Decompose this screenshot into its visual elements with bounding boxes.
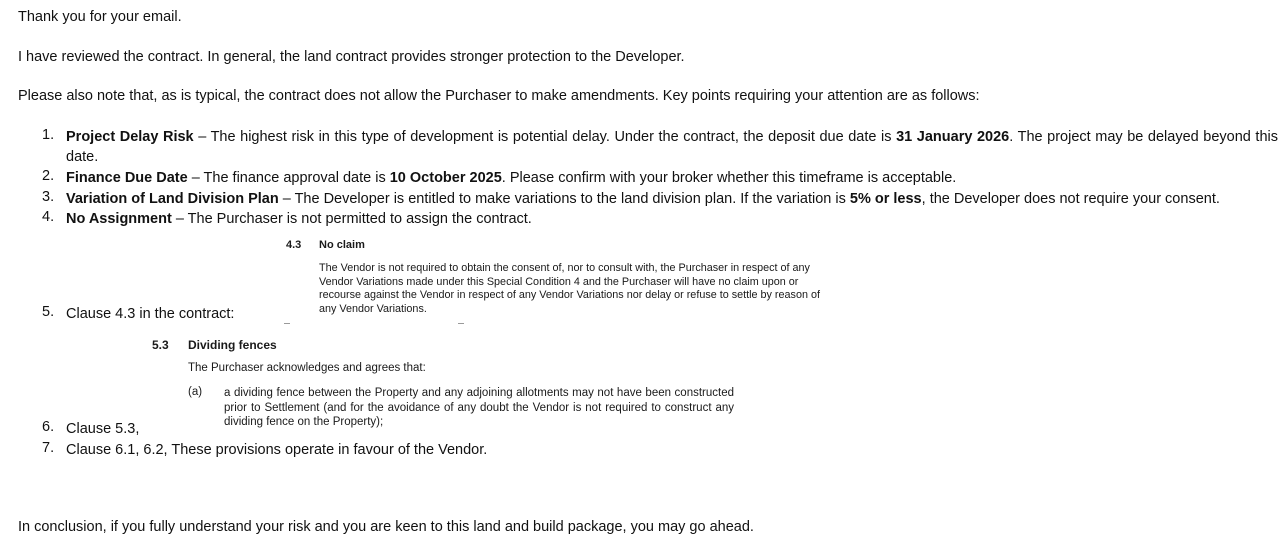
item-date: 10 October 2025	[389, 170, 502, 186]
list-number: 2.	[42, 168, 55, 184]
list-number: 1.	[42, 127, 55, 143]
greeting: Thank you for your email.	[18, 9, 182, 25]
clause-5-3-excerpt	[152, 336, 752, 431]
clause-number: 5.3	[152, 338, 169, 352]
item-title: Finance Due Date	[66, 170, 188, 186]
list-item-content	[66, 209, 1278, 229]
list-item-content: Clause 5.3,	[66, 421, 140, 437]
item-title: Project Delay Risk	[66, 129, 194, 145]
list-number: 3.	[42, 189, 55, 205]
clause-lead: The Purchaser acknowledges and agrees that:	[188, 362, 426, 374]
item-title: Variation of Land Division Plan	[66, 191, 279, 207]
clause-number: 4.3	[286, 239, 302, 251]
conclusion-paragraph: In conclusion, if you fully understand your risk and you are keen to this land and build package, you may go ahead.	[18, 519, 754, 535]
clause-title: No claim	[319, 239, 365, 251]
clause-title: Dividing fences	[188, 338, 277, 352]
list-item-content: Clause 4.3 in the contract:	[66, 306, 235, 322]
list-number: 5.	[42, 304, 55, 320]
list-item-content: Clause 6.1, 6.2, These provisions operate in favour of the Vendor.	[66, 442, 488, 458]
item-text: – The highest risk in this type of development is potential delay. Under the contract, the deposit due date is	[193, 129, 897, 145]
item-text: – The Purchaser is not permitted to assign the contract.	[171, 211, 532, 227]
clause-sub-label: (a)	[188, 386, 203, 398]
note-paragraph: Please also note that, as is typical, the contract does not allow the Purchaser to make amendments. Key points requiring your attention are as follows:	[18, 88, 980, 104]
list-number: 6.	[42, 419, 55, 435]
list-number: 7.	[42, 440, 55, 456]
clause-sub-text: a dividing fence between the Property and any adjoining allotments may not have been constructed prior to Settlement (and for the avoidance of any doubt the Vendor is not required to construct any dividing fence on the Property);	[224, 387, 734, 428]
item-text-end: . Please confirm with your broker whether this timeframe is acceptable.	[501, 170, 957, 186]
item-date: 31 January 2026	[896, 129, 1010, 145]
item-text-end: , the Developer does not require your consent.	[921, 191, 1220, 207]
item-text: – The Developer is entitled to make variations to the land division plan. If the variation is	[278, 191, 850, 207]
list-item-content	[66, 189, 1278, 209]
item-threshold: 5% or less	[849, 191, 922, 207]
list-item-content	[66, 168, 1278, 188]
list-number: 4.	[42, 209, 55, 225]
item-text-end: . The project may be delayed beyond this date.	[66, 129, 1278, 165]
item-text: – The finance approval date is	[187, 170, 390, 186]
item-title: No Assignment	[66, 211, 172, 227]
list-item-content	[66, 127, 1278, 167]
clause-body: The Vendor is not required to obtain the consent of, nor to consult with, the Purchaser in respect of any Vendor Variations made under this Special Condition 4 and the Purchaser will have no claim upon or recourse against the Vendor in respect of any Vendor Variations nor delay or refuse to settle by reason of any Vendor Variations.	[319, 262, 820, 315]
intro-paragraph: I have reviewed the contract. In general, the land contract provides stronger protection to the Developer.	[18, 49, 685, 65]
